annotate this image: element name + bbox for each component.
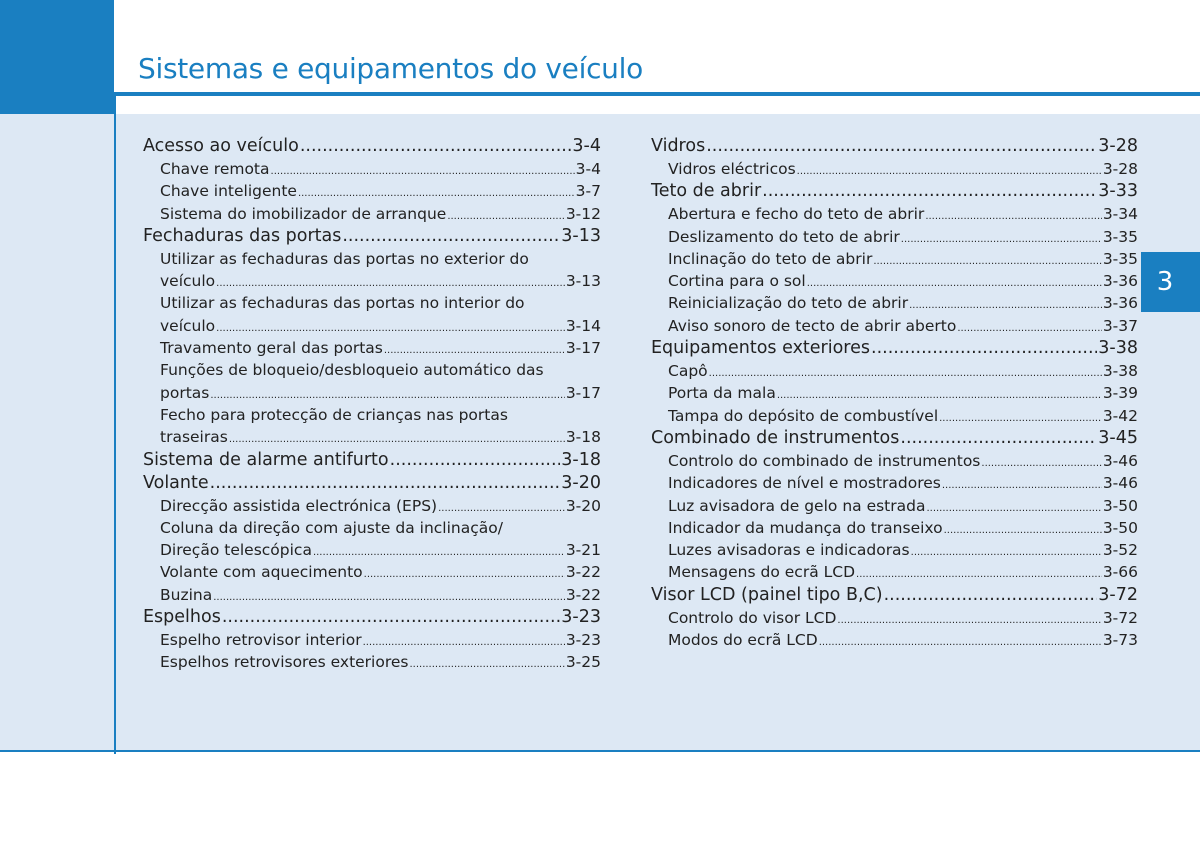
toc-entry-line[interactable]: Utilizar as fechaduras das portas no interior do	[160, 294, 525, 313]
toc-page-number: 3-36	[1102, 294, 1138, 313]
toc-subsection-entry[interactable]	[143, 629, 601, 651]
toc-page-number: 3-13	[565, 272, 601, 291]
toc-right-column	[651, 135, 1138, 651]
toc-page-number: 3-45	[1098, 427, 1138, 448]
toc-entry-label: Controlo do combinado de instrumentos	[668, 451, 981, 470]
toc-page-number: 3-23	[561, 607, 601, 628]
toc-left-column	[143, 135, 601, 674]
toc-section-entry[interactable]	[651, 135, 1138, 158]
toc-entry-label: Direção telescópica	[160, 541, 312, 560]
toc-subsection-entry[interactable]	[143, 180, 601, 202]
toc-subsection-entry[interactable]	[143, 337, 601, 359]
toc-dot-leader	[706, 135, 1097, 158]
toc-dot-leader	[222, 606, 560, 629]
toc-subsection-entry[interactable]	[651, 226, 1138, 248]
toc-entry-label: Luz avisadora de gelo na estrada	[668, 496, 926, 515]
toc-page-number: 3-50	[1102, 496, 1138, 515]
toc-section-entry[interactable]	[143, 606, 601, 629]
toc-page-number: 3-22	[565, 585, 601, 604]
toc-subsection-entry[interactable]	[651, 450, 1138, 472]
toc-entry-label: Volante com aquecimento	[160, 563, 363, 582]
toc-page-number: 3-13	[561, 225, 601, 246]
toc-entry-label: Reinicialização do teto de abrir	[668, 294, 909, 313]
toc-dot-leader	[873, 251, 1101, 273]
toc-dot-leader	[900, 427, 1097, 450]
toc-page-number: 3-46	[1102, 474, 1138, 493]
toc-page-number: 3-28	[1098, 136, 1138, 156]
toc-section-entry[interactable]	[651, 337, 1138, 360]
toc-entry-label: Sistema do imobilizador de arranque	[160, 204, 447, 223]
toc-entry-label: Travamento geral das portas	[160, 339, 383, 358]
toc-page-number: 3-17	[565, 383, 601, 402]
toc-entry-label: Visor LCD (painel tipo B,C)	[651, 584, 883, 605]
toc-entry-label: Sistema de alarme antifurto	[143, 449, 389, 470]
bottom-rule	[0, 750, 1200, 752]
toc-section-entry[interactable]	[143, 225, 601, 248]
toc-entry-line[interactable]: Utilizar as fechaduras das portas no exterior do	[160, 249, 529, 268]
toc-entry-line[interactable]: Funções de bloqueio/desbloqueio automático das	[160, 361, 544, 380]
toc-page-number: 3-21	[565, 541, 601, 560]
toc-page-number: 3-46	[1102, 451, 1138, 470]
toc-subsection-entry[interactable]	[651, 315, 1138, 337]
toc-page-number: 3-35	[1102, 249, 1138, 268]
toc-subsection-entry[interactable]	[651, 472, 1138, 494]
toc-entry-label: Espelhos	[143, 607, 221, 628]
toc-dot-leader	[942, 475, 1102, 497]
toc-entry-label: Indicadores de nível e mostradores	[668, 474, 941, 493]
toc-entry-label: portas	[160, 383, 210, 402]
toc-entry-label: traseiras	[160, 428, 228, 447]
toc-page-number: 3-35	[1102, 227, 1138, 246]
toc-dot-leader	[926, 498, 1101, 520]
toc-dot-leader	[300, 135, 572, 158]
toc-page-number: 3-4	[575, 160, 601, 178]
toc-entry-label: Deslizamento do teto de abrir	[668, 227, 900, 246]
toc-entry-label: Vidros	[651, 136, 706, 156]
toc-dot-leader	[342, 225, 560, 248]
toc-entry-label: Indicador da mudança do transeixo	[668, 518, 943, 537]
toc-dot-leader	[884, 584, 1098, 607]
toc-entry-label: Modos do ecrã LCD	[668, 631, 818, 650]
toc-dot-leader	[762, 180, 1097, 203]
toc-subsection-entry[interactable]	[651, 203, 1138, 225]
toc-entry-label: Vidros eléctricos	[668, 160, 796, 178]
toc-page-number: 3-72	[1098, 584, 1138, 605]
toc-dot-leader	[925, 206, 1102, 228]
toc-subsection-entry[interactable]	[143, 584, 601, 606]
toc-subsection-entry[interactable]	[143, 539, 601, 561]
toc-section-entry[interactable]	[651, 584, 1138, 607]
chapter-tab-number: 3	[1156, 267, 1174, 297]
toc-subsection-entry[interactable]	[651, 561, 1138, 583]
toc-dot-leader	[911, 542, 1102, 564]
toc-page-number: 3-42	[1102, 406, 1138, 425]
toc-page-number: 3-18	[565, 428, 601, 447]
toc-entry-label: veículo	[160, 272, 216, 291]
toc-page-number: 3-20	[561, 472, 601, 493]
toc-page-number: 3-4	[572, 136, 601, 156]
toc-section-entry[interactable]	[143, 449, 601, 472]
toc-entry-label: Buzina	[160, 585, 213, 604]
toc-entry-label: Chave inteligente	[160, 182, 297, 201]
toc-entry-line[interactable]: Fecho para protecção de crianças nas portas	[160, 405, 508, 424]
toc-page-number: 3-28	[1102, 160, 1138, 178]
toc-entry-label: Capô	[668, 362, 708, 381]
toc-page-number: 3-36	[1102, 272, 1138, 291]
toc-entry-label: Combinado de instrumentos	[651, 427, 900, 448]
toc-entry-label: Chave remota	[160, 160, 270, 178]
toc-page-number: 3-38	[1102, 362, 1138, 381]
toc-section-entry[interactable]	[651, 180, 1138, 203]
toc-entry-label: Mensagens do ecrã LCD	[668, 563, 856, 582]
toc-entry-label: Luzes avisadoras e indicadoras	[668, 541, 910, 560]
toc-dot-leader	[819, 632, 1102, 654]
toc-subsection-entry[interactable]	[651, 495, 1138, 517]
toc-entry-label: Tampa do depósito de combustível	[668, 406, 939, 425]
toc-subsection-entry[interactable]	[143, 382, 601, 404]
toc-dot-leader	[364, 564, 565, 586]
toc-subsection-entry[interactable]	[651, 360, 1138, 382]
toc-dot-leader	[944, 520, 1102, 542]
toc-subsection-entry[interactable]	[651, 248, 1138, 270]
toc-page-number: 3-22	[565, 563, 601, 582]
toc-subsection-entry[interactable]	[651, 270, 1138, 292]
toc-subsection-entry[interactable]	[143, 651, 601, 673]
toc-subsection-entry[interactable]	[651, 539, 1138, 561]
toc-subsection-entry[interactable]	[143, 561, 601, 583]
toc-subsection-entry[interactable]	[143, 426, 601, 448]
toc-subsection-entry[interactable]	[651, 607, 1138, 629]
toc-page-number: 3-37	[1102, 316, 1138, 335]
toc-entry-label: Espelhos retrovisores exteriores	[160, 653, 409, 672]
toc-dot-leader	[210, 472, 561, 495]
toc-dot-leader	[409, 654, 564, 676]
toc-dot-leader	[901, 229, 1102, 251]
toc-page-number: 3-18	[561, 449, 601, 470]
toc-entry-label: Abertura e fecho do teto de abrir	[668, 205, 925, 224]
toc-section-entry[interactable]	[651, 427, 1138, 450]
page-title: Sistemas e equipamentos do veículo	[138, 52, 643, 85]
toc-subsection-entry[interactable]	[651, 292, 1138, 314]
toc-section-entry[interactable]	[143, 472, 601, 495]
toc-dot-leader	[981, 453, 1101, 475]
toc-page-number: 3-50	[1102, 518, 1138, 537]
toc-subsection-entry[interactable]	[143, 203, 601, 225]
toc-page-number: 3-12	[565, 204, 601, 223]
toc-subsection-entry[interactable]	[651, 158, 1138, 180]
toc-page-number: 3-38	[1098, 338, 1138, 359]
toc-entry-label: Volante	[143, 472, 209, 493]
toc-dot-leader	[871, 337, 1097, 360]
toc-page-number: 3-33	[1098, 181, 1138, 202]
toc-entry-label: Cortina para o sol	[668, 272, 806, 291]
toc-entry-label: Fechaduras das portas	[143, 225, 342, 246]
toc-subsection-entry[interactable]	[651, 382, 1138, 404]
toc-page-number: 3-20	[565, 496, 601, 515]
toc-page-number: 3-7	[575, 182, 601, 201]
toc-entry-label: Equipamentos exteriores	[651, 338, 871, 359]
title-rule	[114, 92, 1200, 96]
toc-entry-label: Aviso sonoro de tecto de abrir aberto	[668, 316, 957, 335]
toc-entry-label: Inclinação do teto de abrir	[668, 249, 873, 268]
toc-page-number: 3-23	[565, 631, 601, 650]
toc-entry-label: Acesso ao veículo	[143, 136, 299, 156]
toc-entry-label: Controlo do visor LCD	[668, 608, 837, 627]
toc-page-number: 3-52	[1102, 541, 1138, 560]
toc-subsection-entry[interactable]	[143, 158, 601, 180]
corner-block	[0, 0, 114, 114]
toc-subsection-entry[interactable]	[651, 405, 1138, 427]
toc-subsection-entry[interactable]	[651, 629, 1138, 651]
toc-subsection-entry[interactable]	[143, 495, 601, 517]
left-rule	[114, 96, 116, 754]
toc-entry-label: Espelho retrovisor interior	[160, 631, 362, 650]
toc-dot-leader	[837, 610, 1101, 632]
toc-subsection-entry[interactable]	[143, 315, 601, 337]
toc-entry-label: veículo	[160, 316, 216, 335]
toc-page-number: 3-14	[565, 316, 601, 335]
toc-dot-leader	[271, 161, 575, 183]
toc-dot-leader	[390, 449, 561, 472]
toc-entry-label: Porta da mala	[668, 384, 776, 403]
toc-page-number: 3-66	[1102, 563, 1138, 582]
toc-page-number: 3-73	[1102, 631, 1138, 650]
toc-page-number: 3-17	[565, 339, 601, 358]
toc-entry-label: Teto de abrir	[651, 181, 762, 202]
toc-page-number: 3-39	[1102, 384, 1138, 403]
toc-entry-label: Direcção assistida electrónica (EPS)	[160, 496, 438, 515]
toc-subsection-entry[interactable]	[651, 517, 1138, 539]
toc-section-entry[interactable]	[143, 135, 601, 158]
toc-page-number: 3-72	[1102, 608, 1138, 627]
toc-page-number: 3-34	[1102, 205, 1138, 224]
toc-entry-line[interactable]: Coluna da direção com ajuste da inclinação/	[160, 518, 503, 537]
toc-page-number: 3-25	[565, 653, 601, 672]
toc-subsection-entry[interactable]	[143, 270, 601, 292]
